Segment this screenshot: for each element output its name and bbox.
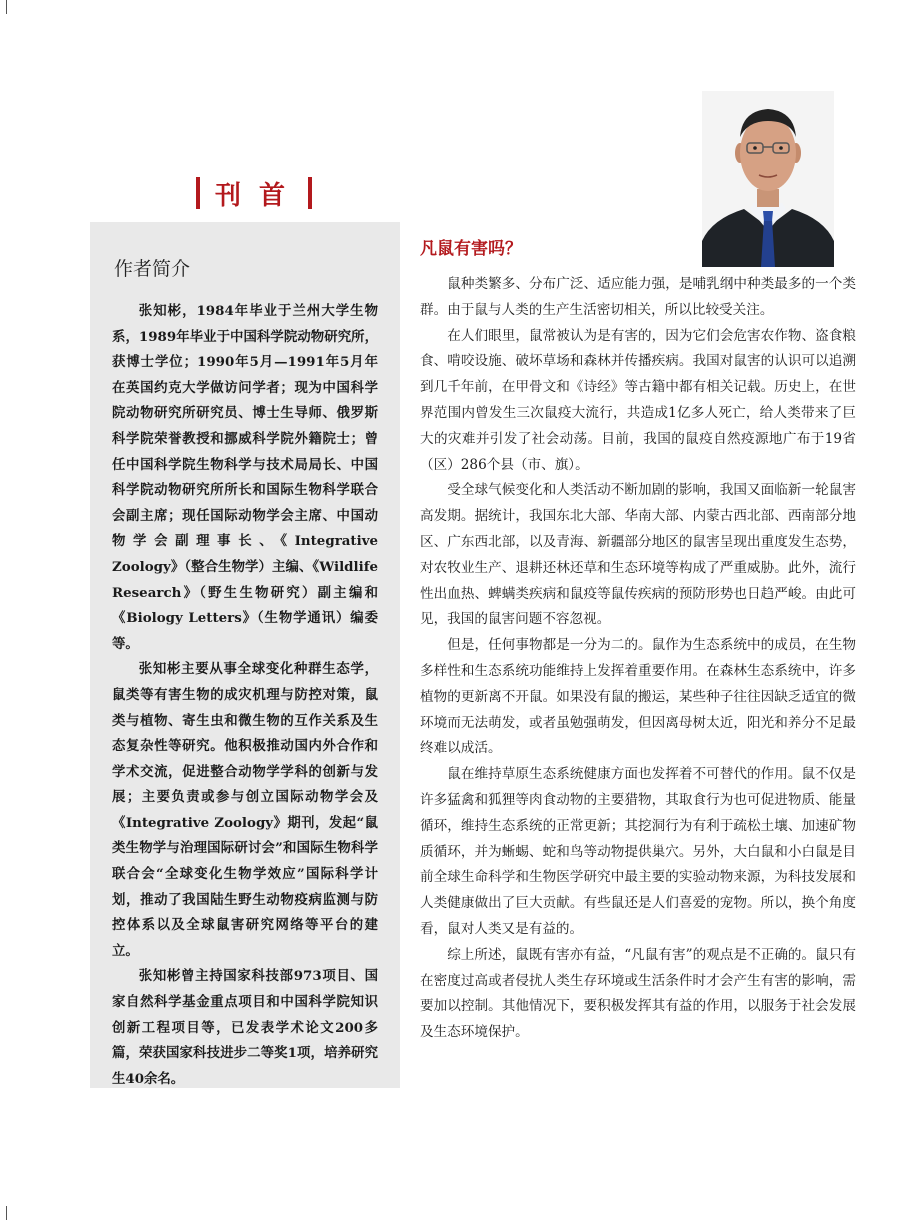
masthead-left-bar bbox=[196, 177, 200, 209]
article-title: 凡鼠有害吗？ bbox=[420, 239, 522, 259]
article-paragraph: 鼠在维持草原生态系统健康方面也发挥着不可替代的作用。鼠不仅是许多猛禽和狐狸等肉食动物的主要猎物，其取食行为也可促进物质、能量循环，维持生态系统的正常更新；其挖洞行为有利于疏松土壤、加速矿物质循环，并为蜥蜴、蛇和鸟等动物提供巢穴。另外，大白鼠和小白鼠是目前全球生命科学和生物医学研究中最主要的实验动物来源，为科技发展和人类健康做出了巨大贡献。有些鼠还是人们喜爱的宠物。所以，换个角度看，鼠对人类又是有益的。 bbox=[420, 766, 856, 937]
bio-paragraph: 张知彬，1984年毕业于兰州大学生物系，1989年毕业于中国科学院动物研究所，获博士学位；1990年5月—1991年5月年在英国约克大学做访问学者；现为中国科学院动物研究所研究员、博士生导师、俄罗斯科学院荣誉教授和挪威科学院外籍院士；曾任中国科学院生物科学与技术局局长、中国科学院动物研究所所长和国际生物科学联合会副主席；现任国际动物学会主席、中国动物学会副理事长、《Integrative Zoology》（整合生物学）主编、《Wildlife Research》（野生生物研究）副主编和《Biology Letters》（生物学通讯）编委等。 bbox=[112, 303, 378, 652]
article-paragraph: 在人们眼里，鼠常被认为是有害的，因为它们会危害农作物、盗食粮食、啃咬设施、破坏草场和森林并传播疾病。我国对鼠害的认识可以追溯到几千年前，在甲骨文和《诗经》等古籍中都有相关记载。历史上，在世界范围内曾发生三次鼠疫大流行，共造成1亿多人死亡，给人类带来了巨大的灾难并引发了社会动荡。目前，我国的鼠疫自然疫源地广布于19省（区）286个县（市、旗）。 bbox=[420, 327, 856, 473]
article-paragraph: 综上所述，鼠既有害亦有益，“凡鼠有害”的观点是不正确的。鼠只有在密度过高或者侵扰人类生存环境或生活条件时才会产生有害的影响，需要加以控制。其他情况下，要积极发挥其有益的作用，以服务于社会发展及生态环境保护。 bbox=[420, 946, 856, 1041]
article-body bbox=[420, 272, 856, 1046]
section-masthead bbox=[196, 172, 312, 214]
article-paragraph: 受全球气候变化和人类活动不断加剧的影响，我国又面临新一轮鼠害高发期。据统计，我国东北大部、华南大部、内蒙古西北部、西南部分地区、广东西北部，以及青海、新疆部分地区的鼠害呈现出重度发生态势，对农牧业生产、退耕还林还草和生态环境等构成了严重威胁。此外，流行性出血热、蜱螨类疾病和鼠疫等鼠传疾病的预防形势也日趋严峻。由此可见，我国的鼠害问题不容忽视。 bbox=[420, 482, 856, 628]
author-portrait bbox=[702, 91, 834, 267]
article-paragraph: 鼠种类繁多、分布广泛、适应能力强，是哺乳纲中种类最多的一个类群。由于鼠与人类的生产生活密切相关，所以比较受关注。 bbox=[420, 276, 856, 318]
author-bio-sidebar bbox=[90, 222, 400, 1088]
masthead-right-bar bbox=[308, 177, 312, 209]
masthead-title: 刊首 bbox=[214, 180, 303, 211]
portrait-illustration bbox=[702, 91, 834, 267]
article-paragraph: 但是，任何事物都是一分为二的。鼠作为生态系统中的成员，在生物多样性和生态系统功能维持上发挥着重要作用。在森林生态系统中，许多植物的更新离不开鼠。如果没有鼠的搬运，某些种子往往因缺乏适宜的微环境而无法萌发，或者虽勉强萌发，但因离母树太近，阳光和养分不足最终难以成活。 bbox=[420, 637, 856, 757]
sidebar-heading: 作者简介 bbox=[114, 258, 191, 280]
crop-mark bbox=[6, 0, 7, 14]
bio-paragraph: 张知彬曾主持国家科技部973项目、国家自然科学基金重点项目和中国科学院知识创新工程项目等，已发表学术论文200多篇，荣获国家科技进步二等奖1项，培养研究生40余名。 bbox=[112, 968, 378, 1087]
crop-mark bbox=[6, 1206, 7, 1220]
bio-paragraph: 张知彬主要从事全球变化种群生态学，鼠类等有害生物的成灾机理与防控对策，鼠类与植物、寄生虫和微生物的互作关系及生态复杂性等研究。他积极推动国内外合作和学术交流，促进整合动物学学科的创新与发展；主要负责或参与创立国际动物学会及《Integrative Zoology》期刊，发起“鼠类生物学与治理国际研讨会”和国际生物科学联合会“全球变化生物学效应”国际科学计划，推动了我国陆生野生动物疫病监测与防控体系以及全球鼠害研究网络等平台的建立。 bbox=[112, 661, 378, 959]
